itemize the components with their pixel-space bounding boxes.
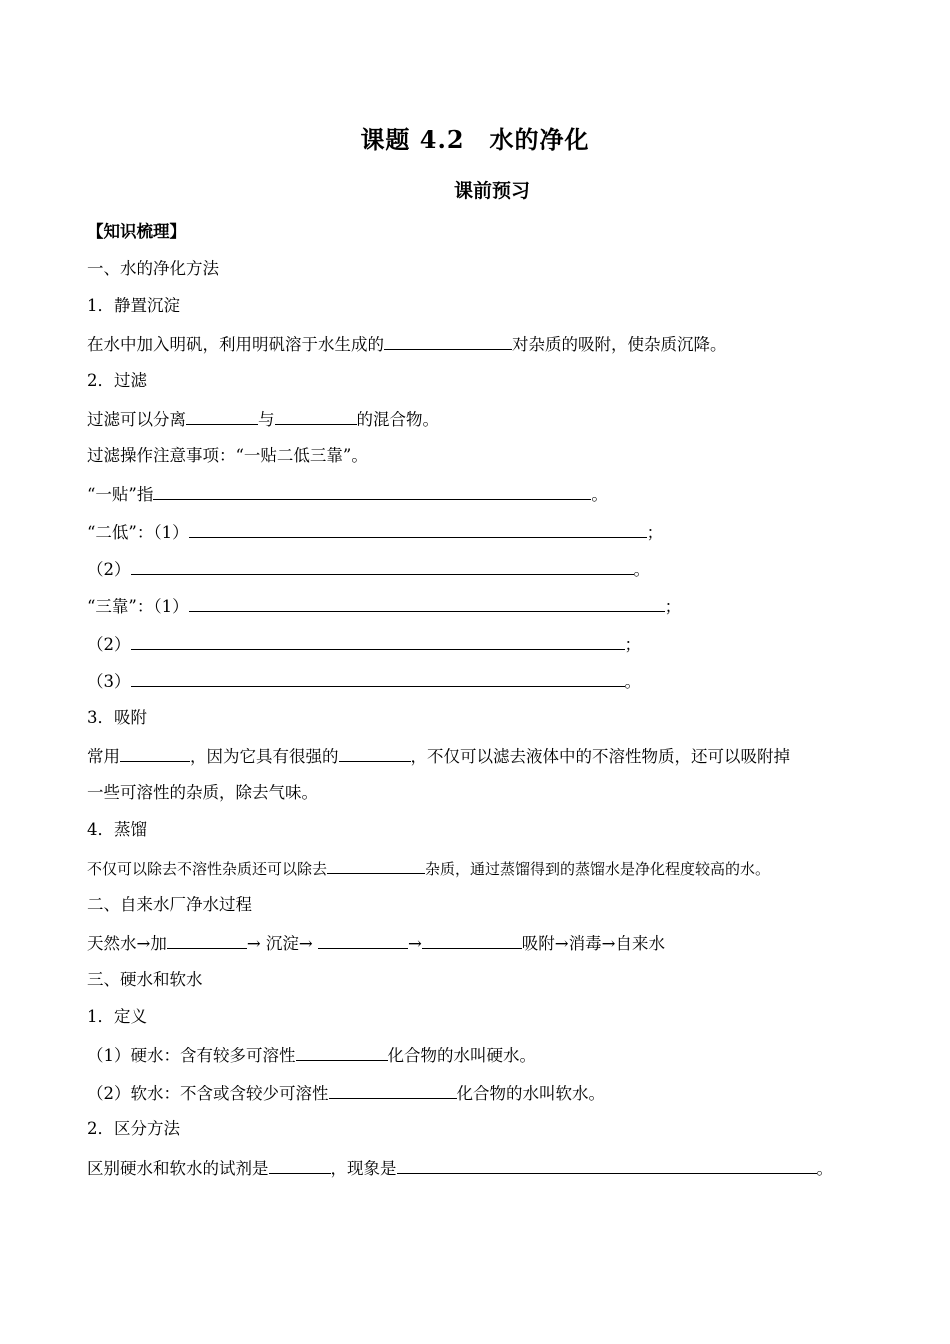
sankao-line3	[87, 669, 641, 693]
text: “三靠”：（1）	[87, 597, 189, 616]
page-subtitle: 课前预习	[453, 180, 530, 202]
text: ；	[646, 523, 664, 542]
hard-water-line	[87, 1043, 536, 1067]
answer-blank[interactable]	[131, 557, 634, 575]
answer-blank[interactable]	[318, 931, 408, 949]
soft-water-line	[87, 1081, 605, 1105]
p3-s1-heading: 1．定义	[87, 1007, 147, 1026]
text: 杂质，通过蒸馏得到的蒸馏水是净化程度较高的水。	[425, 860, 771, 878]
text: 。	[633, 560, 650, 579]
part2-heading: 二、自来水厂净水过程	[87, 895, 252, 914]
sankao-line2	[87, 632, 641, 656]
part1-heading: 一、水的净化方法	[87, 259, 219, 278]
s1-line	[87, 332, 727, 356]
text: 对杂质的吸附，使杂质沉降。	[512, 335, 727, 354]
text: （2）	[87, 635, 131, 654]
page-title: 课题 4.2 水的净化	[360, 125, 590, 154]
answer-blank[interactable]	[339, 744, 411, 762]
s2-heading: 2．过滤	[87, 371, 147, 390]
answer-blank[interactable]	[186, 407, 258, 425]
answer-blank[interactable]	[384, 332, 512, 350]
s4-line	[87, 856, 770, 880]
answer-blank[interactable]	[131, 669, 625, 687]
text: （3）	[87, 672, 131, 691]
text: 的混合物。	[356, 410, 439, 429]
s3-heading: 3．吸附	[87, 708, 147, 727]
diff-line	[87, 1156, 833, 1180]
text: → 沉淀→	[246, 934, 318, 953]
erdi-line2	[87, 557, 650, 581]
text: 吸附→消毒→自来水	[521, 934, 665, 953]
answer-blank[interactable]	[131, 632, 625, 650]
part2-line	[87, 931, 665, 955]
text: 过滤可以分离	[87, 410, 186, 429]
text: 。	[624, 672, 641, 691]
answer-blank[interactable]	[153, 482, 591, 500]
text: ；	[624, 635, 641, 654]
s3-line2: 一些可溶性的杂质，除去气味。	[87, 783, 318, 802]
sankao-line1	[87, 594, 681, 618]
text: “一贴”指	[87, 485, 154, 504]
yitie-line	[87, 482, 608, 506]
answer-blank[interactable]	[189, 520, 647, 538]
text: （1）硬水：含有较多可溶性	[87, 1046, 296, 1065]
s1-heading: 1．静置沉淀	[87, 296, 180, 315]
text: ，不仅可以滤去液体中的不溶性物质，还可以吸附掉	[410, 747, 790, 766]
s3-line1	[87, 744, 790, 768]
erdi-line1	[87, 520, 663, 544]
s2-line2: 过滤操作注意事项：“一贴二低三靠”。	[87, 446, 368, 465]
text: ，现象是	[330, 1159, 397, 1178]
text: 天然水→加	[87, 934, 167, 953]
text: 区别硬水和软水的试剂是	[87, 1159, 269, 1178]
text: 不仅可以除去不溶性杂质还可以除去	[87, 860, 328, 878]
section-knowledge: 【知识梳理】	[87, 222, 186, 241]
text: ，因为它具有很强的	[190, 747, 339, 766]
answer-blank[interactable]	[397, 1156, 817, 1174]
text: 。	[816, 1159, 833, 1178]
p3-s2-heading: 2．区分方法	[87, 1119, 180, 1138]
answer-blank[interactable]	[167, 931, 247, 949]
part3-heading: 三、硬水和软水	[87, 970, 203, 989]
text: 常用	[87, 747, 120, 766]
answer-blank[interactable]	[422, 931, 522, 949]
s2-line1	[87, 407, 439, 431]
text: 化合物的水叫硬水。	[387, 1046, 536, 1065]
text: （2）	[87, 560, 131, 579]
text: 化合物的水叫软水。	[456, 1084, 605, 1103]
text: 在水中加入明矾，利用明矾溶于水生成的	[87, 335, 384, 354]
text: “二低”：（1）	[87, 523, 189, 542]
answer-blank[interactable]	[296, 1043, 388, 1061]
s4-heading: 4．蒸馏	[87, 820, 147, 839]
text: （2）软水：不含或含较少可溶性	[87, 1084, 329, 1103]
answer-blank[interactable]	[189, 594, 665, 612]
text: →	[407, 934, 422, 953]
text: 与	[258, 410, 275, 429]
answer-blank[interactable]	[275, 407, 357, 425]
text: 。	[591, 485, 608, 504]
answer-blank[interactable]	[269, 1156, 331, 1174]
text: ；	[664, 597, 682, 616]
answer-blank[interactable]	[120, 744, 190, 762]
answer-blank[interactable]	[329, 1081, 457, 1099]
answer-blank[interactable]	[327, 856, 425, 874]
